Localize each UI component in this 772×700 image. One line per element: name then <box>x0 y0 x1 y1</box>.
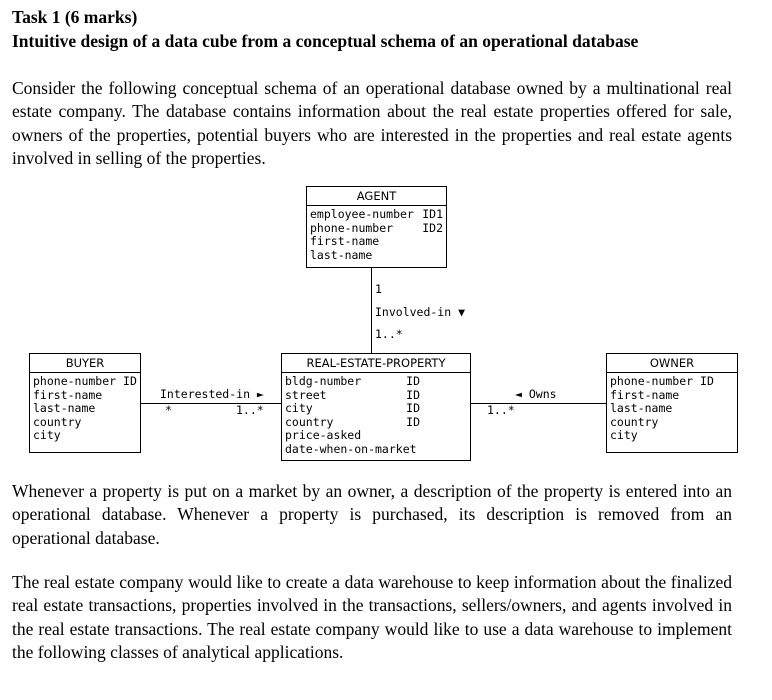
interested-in-property-multiplicity: 1..* <box>236 403 264 417</box>
property-attribute: city ID <box>285 401 420 416</box>
agent-attribute: last-name <box>310 247 373 262</box>
owner-attribute: phone-number ID <box>610 374 714 388</box>
property-entity <box>281 353 471 461</box>
property-attribute: bldg-number ID <box>285 374 420 388</box>
owns-property-multiplicity: 1..* <box>487 403 515 417</box>
intro-paragraph: Consider the following conceptual schema of an operational database owned by a multinational real estate company. The database contains information about the real estate properties offered for sale, owners of the properties, potential buyers who are interested in the properties and real estate agents involved in selling of the properties. <box>12 78 732 168</box>
owner-attribute: last-name <box>610 401 673 416</box>
involved-in-label: Involved-in ▼ <box>375 305 466 319</box>
owns-label: ◄ Owns <box>515 387 557 401</box>
agent-attribute: phone-number ID2 <box>310 220 443 235</box>
buyer-attribute: phone-number ID <box>33 374 137 388</box>
involved-in-property-multiplicity: 1..* <box>375 327 403 341</box>
market-paragraph: Whenever a property is put on a market by an owner, a description of the property is entered into an operational database. Whenever a property is purchased, its description is removed from an operational database. <box>12 481 732 548</box>
owner-attribute: first-name <box>610 387 680 402</box>
buyer-attribute: last-name <box>33 401 96 416</box>
owner-entity <box>606 353 738 453</box>
property-attribute: street ID <box>285 387 420 402</box>
property-attribute: country ID <box>285 414 420 429</box>
interested-in-label: Interested-in ► <box>160 387 264 401</box>
warehouse-paragraph: The real estate company would like to create a data warehouse to keep information about the finalized real estate transactions, properties involved in the transactions, sellers/owners, and agents involved in the real estate transactions. The real estate company would like to use a data warehouse to implement the following classes of analytical applications. <box>12 572 732 662</box>
property-attribute: price-asked <box>285 428 362 443</box>
agent-entity-name: AGENT <box>307 187 446 206</box>
interested-in-buyer-multiplicity: * <box>165 403 172 417</box>
property-entity-name: REAL-ESTATE-PROPERTY <box>282 354 470 373</box>
owner-attribute: country <box>610 414 659 429</box>
agent-attribute: first-name <box>310 234 380 249</box>
owner-attribute: city <box>610 428 638 443</box>
buyer-entity <box>29 353 141 453</box>
agent-entity <box>306 186 447 268</box>
task-subtitle: Intuitive design of a data cube from a conceptual schema of an operational database <box>12 31 639 51</box>
involved-in-agent-multiplicity: 1 <box>375 282 382 296</box>
task-title: Task 1 (6 marks) <box>12 7 138 27</box>
agent-attribute: employee-number ID1 <box>310 207 443 221</box>
property-attribute: date-when-on-market <box>285 441 417 456</box>
buyer-attribute: country <box>33 414 82 429</box>
owner-entity-name: OWNER <box>607 354 737 373</box>
involved-in-line <box>371 268 372 353</box>
buyer-attribute: city <box>33 428 61 443</box>
buyer-attribute: first-name <box>33 387 103 402</box>
buyer-entity-name: BUYER <box>30 354 140 373</box>
